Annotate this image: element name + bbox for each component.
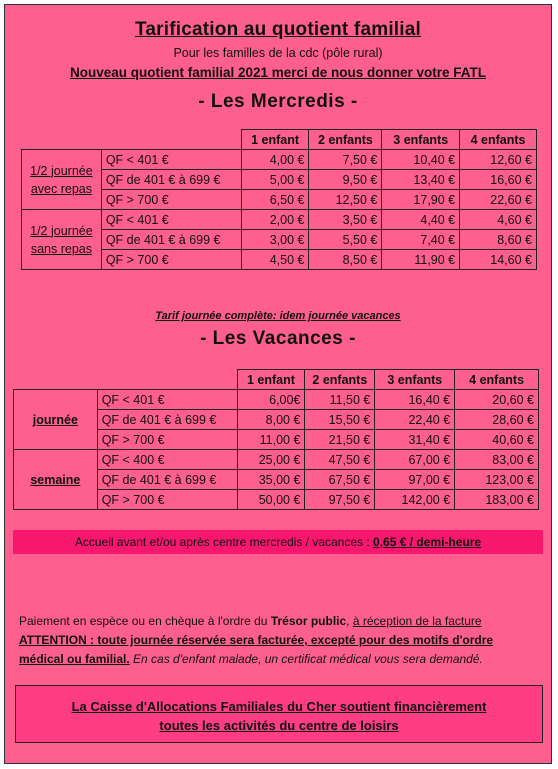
price-cell: 183,00 € bbox=[455, 490, 539, 510]
group-label bbox=[22, 150, 102, 210]
price-cell: 31,40 € bbox=[375, 430, 455, 450]
table-row bbox=[22, 210, 537, 230]
price-cell: 142,00 € bbox=[375, 490, 455, 510]
group-label-line: 1/2 journée bbox=[30, 223, 93, 238]
price-cell: 11,90 € bbox=[382, 250, 460, 270]
payment-notice bbox=[19, 612, 539, 669]
qf-cell: QF de 401 € à 699 € bbox=[101, 230, 241, 250]
price-cell: 7,50 € bbox=[309, 150, 382, 170]
price-cell: 4,00 € bbox=[241, 150, 309, 170]
price-cell: 47,50 € bbox=[305, 450, 375, 470]
price-cell: 11,50 € bbox=[305, 390, 375, 410]
price-cell: 97,50 € bbox=[305, 490, 375, 510]
payment-timing: à réception de la facture bbox=[352, 614, 482, 628]
group-label bbox=[22, 210, 102, 270]
price-cell: 40,60 € bbox=[455, 430, 539, 450]
page-subtitle: Pour les familles de la cdc (pôle rural) bbox=[173, 46, 383, 60]
price-cell: 13,40 € bbox=[382, 170, 460, 190]
payment-text: Paiement en espèce ou en chèque à l'ordre du bbox=[19, 614, 271, 628]
column-header: 3 enfants bbox=[382, 130, 460, 150]
price-cell: 123,00 € bbox=[455, 470, 539, 490]
payee-name: Trésor public bbox=[270, 614, 347, 628]
accueil-text: Accueil avant et/ou après centre mercredis / vacances : bbox=[74, 535, 374, 549]
price-cell: 35,00 € bbox=[237, 470, 305, 490]
price-cell: 67,50 € bbox=[305, 470, 375, 490]
qf-cell: QF < 400 € bbox=[97, 450, 237, 470]
mercredis-table bbox=[21, 129, 537, 270]
column-header: 3 enfants bbox=[375, 370, 455, 390]
price-cell: 15,50 € bbox=[305, 410, 375, 430]
attention-line-2 bbox=[19, 650, 539, 669]
price-cell: 6,50 € bbox=[241, 190, 309, 210]
price-cell: 21,50 € bbox=[305, 430, 375, 450]
qf-cell: QF < 401 € bbox=[101, 150, 241, 170]
caf-line: toutes les activités du centre de loisirs bbox=[159, 718, 399, 733]
price-cell: 22,40 € bbox=[375, 410, 455, 430]
price-cell: 5,00 € bbox=[241, 170, 309, 190]
price-cell: 4,60 € bbox=[460, 210, 537, 230]
price-cell: 17,90 € bbox=[382, 190, 460, 210]
price-cell: 50,00 € bbox=[237, 490, 305, 510]
price-cell: 25,00 € bbox=[237, 450, 305, 470]
qf-cell: QF > 700 € bbox=[97, 490, 237, 510]
price-cell: 16,40 € bbox=[375, 390, 455, 410]
price-cell: 9,50 € bbox=[309, 170, 382, 190]
column-header: 2 enfants bbox=[305, 370, 375, 390]
price-cell: 16,60 € bbox=[460, 170, 537, 190]
tarif-sheet bbox=[4, 4, 552, 764]
qf-cell: QF de 401 € à 699 € bbox=[101, 170, 241, 190]
group-label-line: 1/2 journée bbox=[30, 163, 93, 178]
price-cell: 8,00 € bbox=[237, 410, 305, 430]
column-header: 1 enfant bbox=[237, 370, 305, 390]
caf-line: La Caisse d'Allocations Familiales du Cher soutient financièrement bbox=[71, 699, 487, 714]
price-cell: 67,00 € bbox=[375, 450, 455, 470]
medical-certificate-note: En cas d'enfant malade, un certificat médical vous sera demandé. bbox=[129, 652, 483, 666]
notice-text: Nouveau quotient familial 2021 merci de nous donner votre FATL bbox=[69, 65, 487, 80]
vacances-header-row bbox=[14, 370, 539, 390]
price-cell: 11,00 € bbox=[237, 430, 305, 450]
price-cell: 14,60 € bbox=[460, 250, 537, 270]
price-cell: 4,40 € bbox=[382, 210, 460, 230]
qf-cell: QF > 700 € bbox=[101, 190, 241, 210]
price-cell: 6,00€ bbox=[237, 390, 305, 410]
qf-cell: QF > 700 € bbox=[101, 250, 241, 270]
group-label: journée bbox=[14, 390, 98, 450]
attention-line: ATTENTION : toute journée réservée sera facturée, excepté pour des motifs d'ordre bbox=[19, 633, 494, 647]
price-cell: 28,60 € bbox=[455, 410, 539, 430]
payment-separator: , bbox=[346, 614, 353, 628]
table-row bbox=[14, 390, 539, 410]
price-cell: 22,60 € bbox=[460, 190, 537, 210]
qf-cell: QF de 401 € à 699 € bbox=[97, 410, 237, 430]
full-day-note: Tarif journée complète: idem journée vacances bbox=[155, 310, 401, 322]
price-cell: 10,40 € bbox=[382, 150, 460, 170]
price-cell: 97,00 € bbox=[375, 470, 455, 490]
table-row bbox=[22, 150, 537, 170]
qf-cell: QF de 401 € à 699 € bbox=[97, 470, 237, 490]
caf-support-box bbox=[15, 685, 543, 743]
column-header: 1 enfant bbox=[241, 130, 309, 150]
accueil-price: 0,65 € / demi-heure bbox=[373, 535, 482, 549]
qf-cell: QF > 700 € bbox=[97, 430, 237, 450]
mercredis-title: - Les Mercredis - bbox=[198, 91, 358, 112]
qf-cell: QF < 401 € bbox=[101, 210, 241, 230]
group-label-line: sans repas bbox=[30, 241, 92, 256]
group-label-line: avec repas bbox=[30, 181, 92, 196]
price-cell: 83,00 € bbox=[455, 450, 539, 470]
mercredis-header-row bbox=[22, 130, 537, 150]
price-cell: 2,00 € bbox=[241, 210, 309, 230]
accueil-band bbox=[13, 530, 543, 554]
vacances-title: - Les Vacances - bbox=[200, 328, 356, 349]
column-header: 2 enfants bbox=[309, 130, 382, 150]
group-label: semaine bbox=[14, 450, 98, 510]
price-cell: 12,60 € bbox=[460, 150, 537, 170]
price-cell: 7,40 € bbox=[382, 230, 460, 250]
column-header: 4 enfants bbox=[455, 370, 539, 390]
column-header: 4 enfants bbox=[460, 130, 537, 150]
page-title: Tarification au quotient familial bbox=[135, 19, 421, 40]
qf-cell: QF < 401 € bbox=[97, 390, 237, 410]
price-cell: 3,50 € bbox=[309, 210, 382, 230]
price-cell: 20,60 € bbox=[455, 390, 539, 410]
price-cell: 12,50 € bbox=[309, 190, 382, 210]
attention-reason: médical ou familial. bbox=[19, 652, 130, 666]
vacances-table bbox=[13, 369, 539, 510]
price-cell: 5,50 € bbox=[309, 230, 382, 250]
price-cell: 4,50 € bbox=[241, 250, 309, 270]
price-cell: 3,00 € bbox=[241, 230, 309, 250]
table-row bbox=[14, 450, 539, 470]
payment-line bbox=[19, 612, 539, 631]
price-cell: 8,60 € bbox=[460, 230, 537, 250]
price-cell: 8,50 € bbox=[309, 250, 382, 270]
